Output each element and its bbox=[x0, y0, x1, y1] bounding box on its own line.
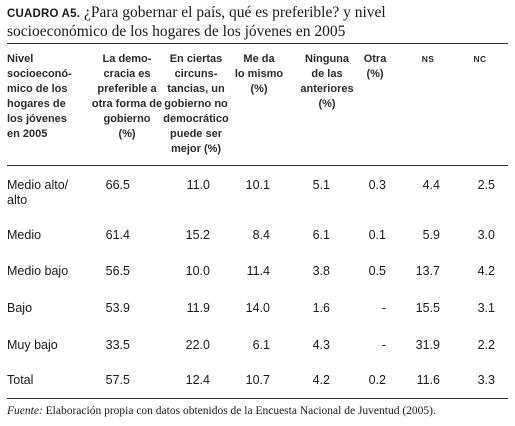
header-line: puede ser bbox=[170, 128, 222, 140]
row-label-line: Total bbox=[7, 373, 34, 387]
cell-otra: 0.3 bbox=[368, 178, 386, 192]
cell-otra: 0.1 bbox=[368, 228, 386, 242]
cell-ninguna: 4.2 bbox=[312, 373, 330, 387]
cell-ninguna: 1.6 bbox=[312, 301, 330, 315]
header-line: preferible a bbox=[97, 83, 157, 95]
cell-ninguna: 5.1 bbox=[312, 178, 330, 192]
cell-democracia: 33.5 bbox=[105, 338, 130, 352]
cell-da-lo-mismo: 14.0 bbox=[245, 301, 270, 315]
header-da-lo-mismo bbox=[232, 52, 286, 97]
cell-ninguna: 4.3 bbox=[312, 338, 330, 352]
table-row bbox=[0, 264, 515, 281]
header-line: La demo- bbox=[102, 53, 152, 65]
header-line: anteriores bbox=[300, 83, 354, 95]
header-nivel bbox=[7, 52, 87, 142]
row-label bbox=[7, 301, 87, 316]
header-line: NC bbox=[473, 54, 487, 64]
row-label-line: Medio bbox=[7, 228, 42, 242]
header-line: Nivel bbox=[7, 53, 34, 65]
header-line: otra forma de gobierno bbox=[91, 98, 163, 125]
cell-nc: 3.3 bbox=[477, 373, 495, 387]
row-label-line: Medio bajo bbox=[7, 264, 69, 278]
header-line: En ciertas bbox=[169, 53, 223, 65]
header-rule bbox=[7, 165, 508, 166]
cell-democracia: 61.4 bbox=[105, 228, 130, 242]
header-line: Me da bbox=[243, 53, 275, 65]
header-line: los jóvenes bbox=[7, 113, 67, 125]
header-line: (%) bbox=[366, 68, 384, 80]
table-row bbox=[0, 373, 515, 390]
header-line: circuns- bbox=[174, 68, 218, 80]
top-rule bbox=[7, 43, 508, 44]
header-line: (%) bbox=[118, 128, 136, 140]
source-text: Elaboración propia con datos obtenidos de la Encuesta Nacional de Juventud (2005). bbox=[42, 405, 436, 417]
header-line: Otra bbox=[363, 53, 387, 65]
row-label bbox=[7, 373, 87, 388]
cell-ns: 15.5 bbox=[415, 301, 440, 315]
cell-democracia: 66.5 bbox=[105, 178, 130, 192]
cell-da-lo-mismo: 11.4 bbox=[246, 264, 270, 278]
header-line: de las bbox=[311, 68, 343, 80]
cell-no-democratico: 10.0 bbox=[185, 264, 210, 278]
cell-democracia: 57.5 bbox=[105, 373, 130, 387]
header-ns bbox=[408, 52, 448, 67]
header-line: gobierno no bbox=[164, 98, 228, 110]
header-line: Ninguna bbox=[305, 53, 349, 65]
table-row bbox=[0, 338, 515, 355]
cell-nc: 3.0 bbox=[477, 228, 495, 242]
row-label-line: Medio alto/ bbox=[7, 178, 69, 192]
header-ninguna bbox=[290, 52, 364, 112]
bottom-rule bbox=[7, 398, 508, 399]
cell-otra: 0.2 bbox=[368, 373, 386, 387]
cell-otra: 0.5 bbox=[368, 264, 386, 278]
header-otra bbox=[355, 52, 395, 82]
table-row bbox=[0, 228, 515, 245]
cell-democracia: 53.9 bbox=[105, 301, 130, 315]
cell-ns: 13.7 bbox=[415, 264, 440, 278]
cell-otra: - bbox=[381, 338, 386, 352]
cell-nc: 4.2 bbox=[477, 264, 495, 278]
row-label bbox=[7, 178, 87, 208]
table-row bbox=[0, 178, 515, 207]
cell-otra: - bbox=[381, 301, 386, 315]
header-line: socioeconó- bbox=[7, 68, 72, 80]
header-line: mico de los bbox=[7, 83, 68, 95]
source-note bbox=[7, 404, 436, 418]
header-line: hogares de bbox=[7, 98, 66, 110]
cell-no-democratico: 15.2 bbox=[185, 228, 210, 242]
row-label bbox=[7, 228, 87, 243]
table-title bbox=[7, 4, 507, 41]
header-nc bbox=[460, 52, 500, 67]
row-label-line: Bajo bbox=[7, 301, 33, 315]
header-line: (%) bbox=[318, 98, 336, 110]
row-label bbox=[7, 338, 87, 353]
cell-no-democratico: 12.4 bbox=[185, 373, 210, 387]
cell-democracia: 56.5 bbox=[105, 264, 130, 278]
cell-ns: 4.4 bbox=[422, 178, 440, 192]
cell-nc: 2.5 bbox=[477, 178, 495, 192]
table-number: CUADRO A5. bbox=[7, 8, 81, 20]
row-label-line: Muy bajo bbox=[7, 338, 58, 352]
header-line: cracia es bbox=[103, 68, 151, 80]
cell-da-lo-mismo: 8.4 bbox=[252, 228, 270, 242]
row-label-line: alto bbox=[7, 193, 28, 207]
header-no-democratico bbox=[154, 52, 238, 157]
header-line: NS bbox=[421, 54, 435, 64]
cell-no-democratico: 11.0 bbox=[186, 178, 210, 192]
table-row bbox=[0, 301, 515, 318]
cell-nc: 2.2 bbox=[477, 338, 495, 352]
cell-nc: 3.1 bbox=[477, 301, 495, 315]
title-line-1: ¿Para gobernar el país, qué es preferible? y nivel bbox=[84, 4, 386, 21]
cell-no-democratico: 22.0 bbox=[185, 338, 210, 352]
cell-ns: 5.9 bbox=[422, 228, 440, 242]
cell-da-lo-mismo: 10.1 bbox=[245, 178, 270, 192]
cell-no-democratico: 11.9 bbox=[186, 301, 210, 315]
cell-ns: 31.9 bbox=[415, 338, 440, 352]
cell-ninguna: 6.1 bbox=[312, 228, 330, 242]
header-line: democrático bbox=[163, 113, 229, 125]
cell-ns: 11.6 bbox=[416, 373, 440, 387]
header-line: (%) bbox=[250, 83, 268, 95]
header-line: mejor (%) bbox=[170, 143, 222, 155]
source-label: Fuente: bbox=[7, 405, 43, 417]
cell-ninguna: 3.8 bbox=[312, 264, 330, 278]
header-line: lo mismo bbox=[234, 68, 284, 80]
row-label bbox=[7, 264, 87, 279]
header-line: tancias, un bbox=[167, 83, 225, 95]
cell-da-lo-mismo: 6.1 bbox=[252, 338, 270, 352]
cell-da-lo-mismo: 10.7 bbox=[245, 373, 270, 387]
title-line-2: socioeconómico de los hogares de los jóvenes en 2005 bbox=[7, 23, 346, 40]
header-line: en 2005 bbox=[7, 128, 48, 140]
